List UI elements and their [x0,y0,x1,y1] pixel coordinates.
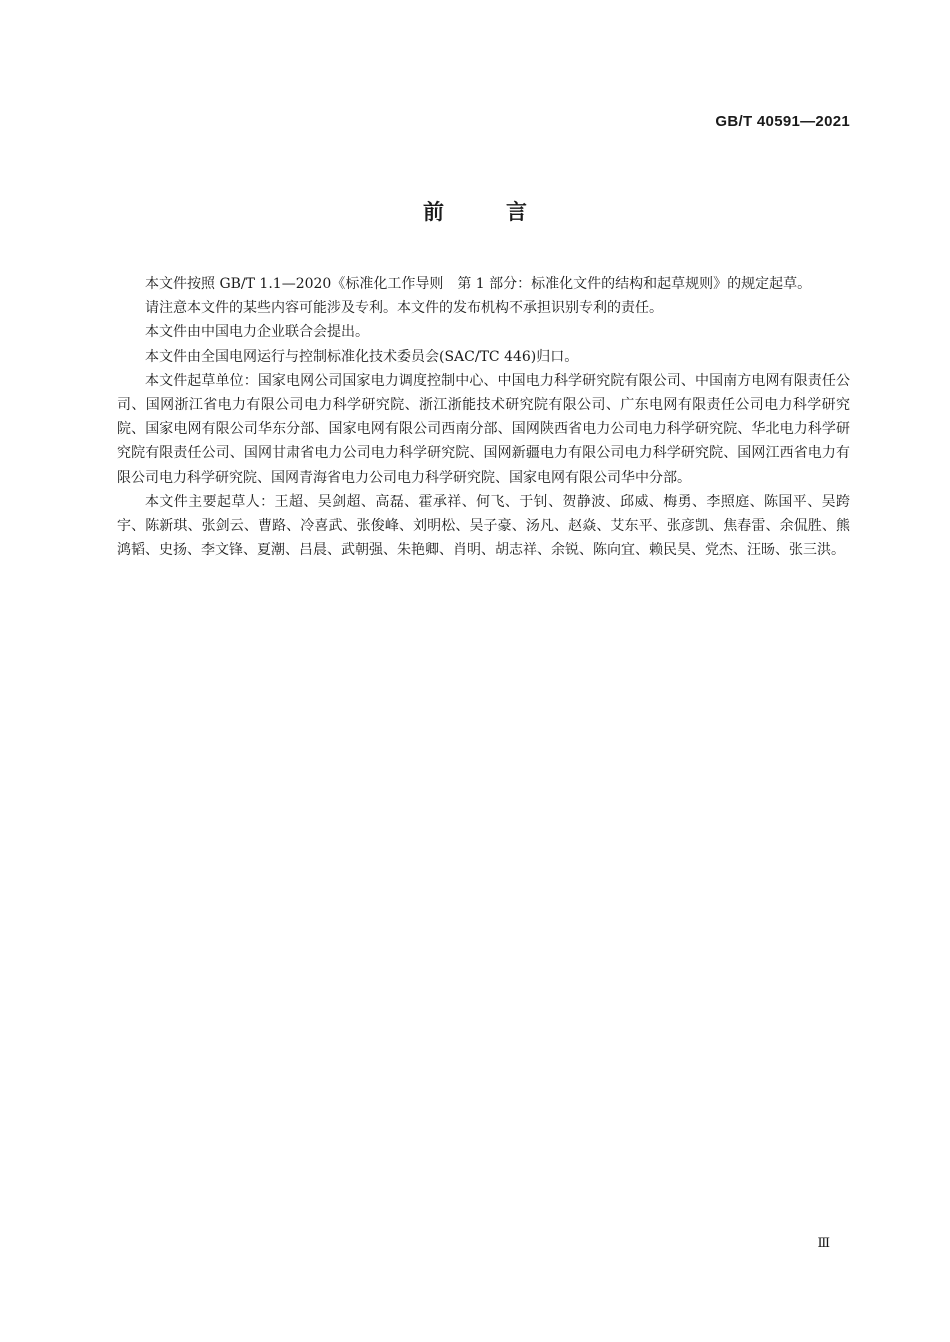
page-number: Ⅲ [817,1236,830,1251]
paragraph-drafting-units: 本文件起草单位：国家电网公司国家电力调度控制中心、中国电力科学研究院有限公司、中国南方电网有限责任公司、国网浙江省电力有限公司电力科学研究院、浙江浙能技术研究院有限公司、广东电网有限责任公司电力科学研究院、国家电网有限公司华东分部、国家电网有限公司西南分部、国网陕西省电力公司电力科学研究院、华北电力科学研究院有限责任公司、国网甘肃省电力公司电力科学研究院、国网新疆电力有限公司电力科学研究院、国网江西省电力有限公司电力科学研究院、国网青海省电力公司电力科学研究院、国家电网有限公司华中分部。 [117,372,850,486]
paragraph-committee: 本文件由全国电网运行与控制标准化技术委员会(SAC/TC 446)归口。 [145,348,579,365]
page-title: 前言 [423,200,589,224]
paragraph-patent-notice: 请注意本文件的某些内容可能涉及专利。本文件的发布机构不承担识别专利的责任。 [145,300,663,317]
paragraph-proposer: 本文件由中国电力企业联合会提出。 [145,324,369,341]
standard-number: GB/T 40591—2021 [715,113,850,130]
paragraph-drafting-rules: 本文件按照 GB/T 1.1—2020《标准化工作导则 第 1 部分：标准化文件的结构和起草规则》的规定起草。 [145,276,812,292]
foreword-body [117,272,850,562]
paragraph-main-drafters: 本文件主要起草人：王超、吴剑超、高磊、霍承祥、何飞、于钊、贺静波、邱威、梅勇、李照庭、陈国平、吴跨宇、陈新琪、张剑云、曹路、冷喜武、张俊峰、刘明松、吴子豪、汤凡、赵焱、艾东平、张彦凯、焦春雷、余侃胜、熊鸿韬、史扬、李文锋、夏潮、吕晨、武朝强、朱艳卿、肖明、胡志祥、余锐、陈向宜、赖民昊、党杰、汪旸、张三洪。 [117,493,850,559]
